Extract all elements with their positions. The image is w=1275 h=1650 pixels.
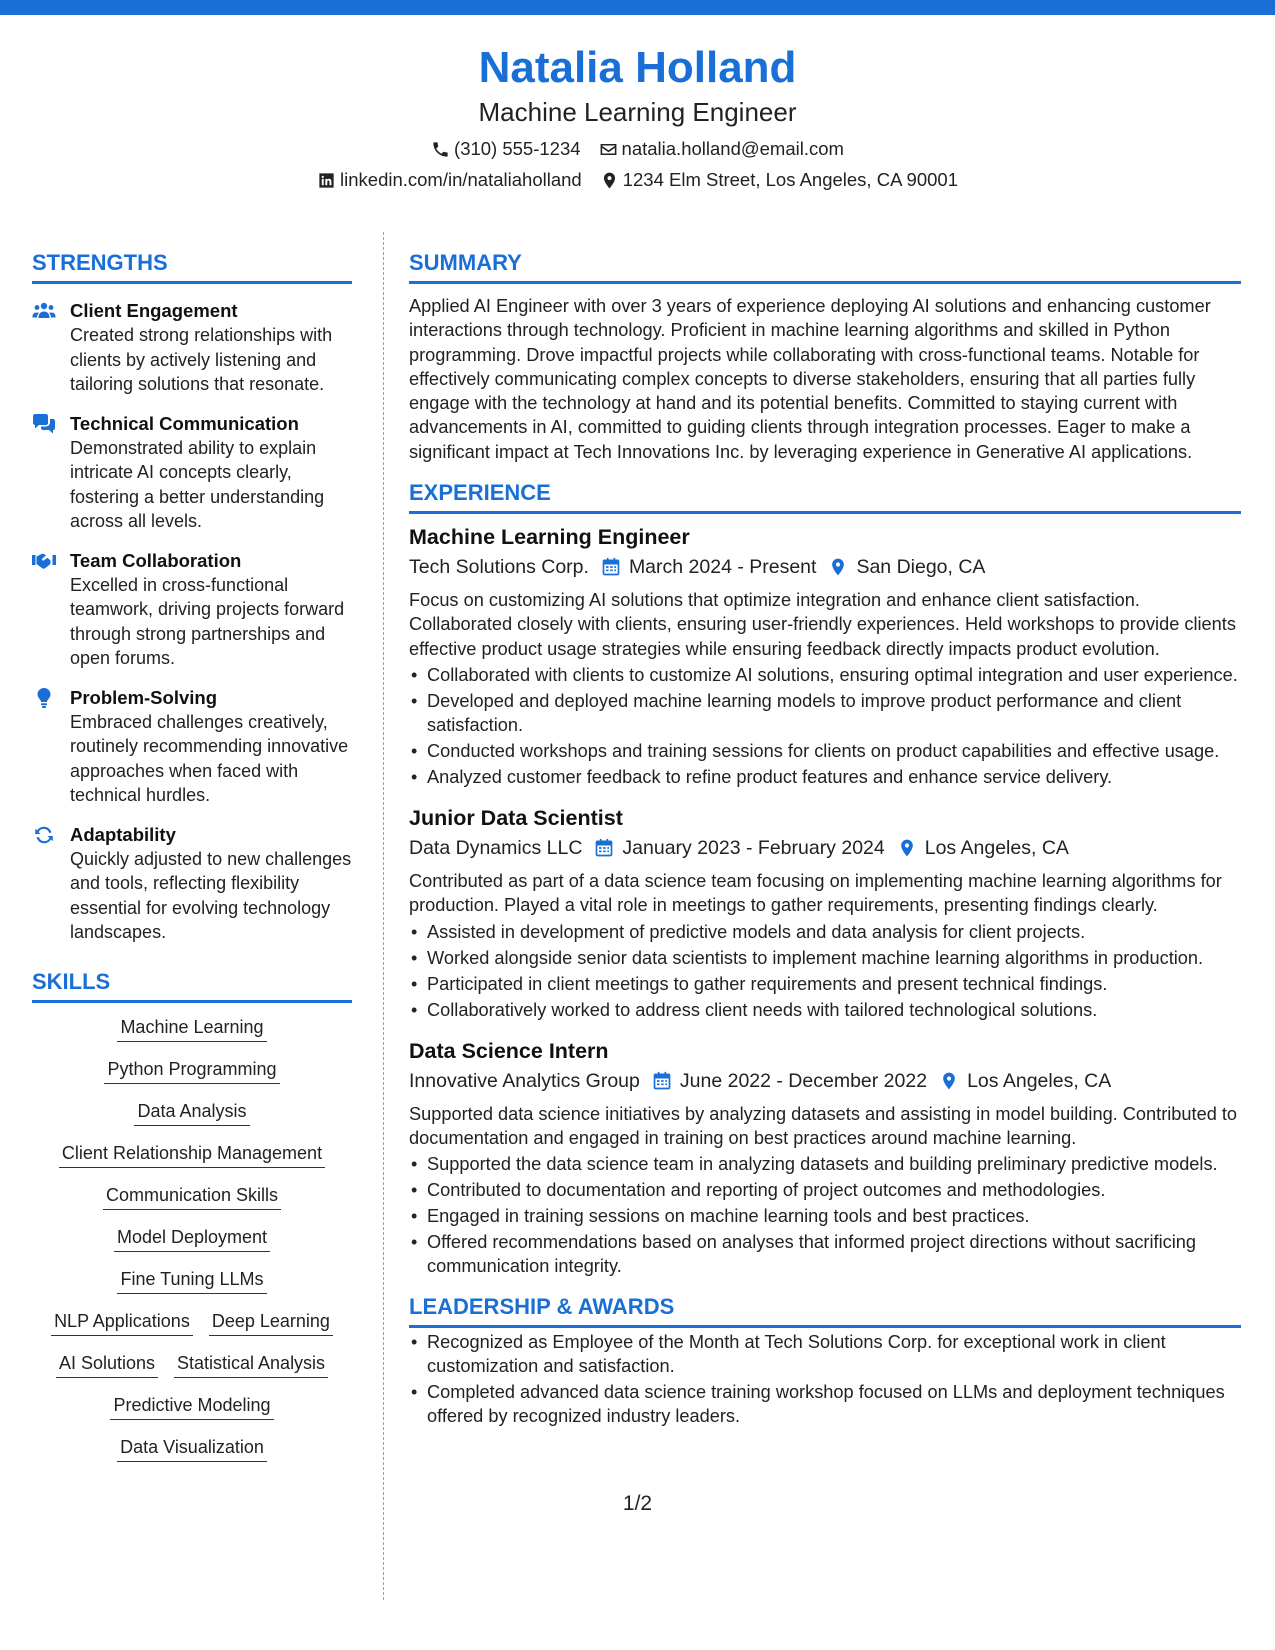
job-dates: March 2024 - Present: [628, 556, 817, 579]
bullet-item: • Collaboratively worked to address client needs with tailored technological solutions.: [409, 998, 1241, 1022]
candidate-role: Machine Learning Engineer: [478, 97, 797, 127]
calendar-icon: [652, 1071, 672, 1091]
users-icon: [32, 300, 56, 322]
skill-tag: Deep Learning: [209, 1309, 333, 1336]
strength-item: [32, 298, 352, 397]
job-description: Focus on customizing AI solutions that optimize integration and enhance client satisfaction. Collaborated closely with clients, ensuring user-friendly experiences. Held workshops to provide clients effective product usage strategies while ensuring feedback directly impacts product evolution.: [409, 590, 1236, 659]
job-meta: [409, 552, 1241, 582]
calendar-icon: [594, 838, 614, 858]
bullet-item: • Developed and deployed machine learning models to improve product performance and client satisfaction.: [409, 689, 1241, 737]
job-bullets: [409, 1152, 1241, 1278]
strength-desc: Embraced challenges creatively, routinely recommending innovative approaches when faced with technical hurdles.: [70, 711, 349, 805]
strength-title: Technical Communication: [70, 412, 299, 434]
bullet-item: • Participated in client meetings to gather requirements and present technical findings.: [409, 972, 1241, 996]
map-pin-icon: [939, 1071, 959, 1091]
job-company: Innovative Analytics Group: [409, 1069, 640, 1092]
right-column: [409, 248, 1241, 1430]
map-pin-icon: [600, 171, 619, 190]
strength-item: [32, 411, 352, 534]
bullet-item: • Conducted workshops and training sessions for clients on product capabilities and effective usage.: [409, 739, 1241, 763]
strength-desc: Created strong relationships with clients by actively listening and tailoring solutions that resonate.: [70, 325, 333, 394]
bullet-item: • Engaged in training sessions on machine learning tools and best practices.: [409, 1204, 1241, 1228]
strength-item: [32, 822, 352, 945]
summary-text: Applied AI Engineer with over 3 years of experience deploying AI solutions and enhancing customer interactions through technology. Proficient in machine learning algorithms and skilled in Python programming. Drove impactful projects while collaborating with cross-functional teams. Notable for effectively communicating complex concepts to diverse stakeholders, ensuring that all parties fully engage with the technology at hand and its potential benefits. Committed to staying current with advancements in AI, committed to guiding clients through integration processes. Eager to make a significant impact at Tech Innovations Inc. by leveraging experience in Generative AI applications.: [409, 296, 1211, 462]
skill-tag: NLP Applications: [51, 1309, 193, 1336]
job-location: Los Angeles, CA: [924, 836, 1069, 859]
job-entry: [409, 522, 1241, 789]
job-location: San Diego, CA: [856, 556, 986, 579]
linkedin-text: linkedin.com/in/nataliaholland: [340, 169, 582, 190]
award-item: • Recognized as Employee of the Month at Tech Solutions Corp. for exceptional work in client customization and satisfaction.: [409, 1330, 1241, 1378]
refresh-icon: [32, 824, 56, 846]
strength-desc: Excelled in cross-functional teamwork, driving projects forward through strong partnerships and open forums.: [70, 574, 345, 668]
job-title: Junior Data Scientist: [409, 805, 623, 830]
bullet-item: • Supported the data science team in analyzing datasets and building preliminary predictive models.: [409, 1152, 1241, 1176]
lightbulb-icon: [32, 687, 56, 709]
handshake-icon: [32, 550, 56, 572]
job-entry: [409, 1036, 1241, 1279]
comments-icon: [32, 413, 56, 435]
job-bullets: [409, 663, 1241, 789]
page-number: 1/2: [622, 1492, 653, 1515]
bullet-item: • Collaborated with clients to customize AI solutions, ensuring optimal integration and user experience.: [409, 663, 1241, 687]
email-text: natalia.holland@email.com: [621, 138, 844, 159]
job-entry: [409, 803, 1241, 1022]
skill-tag: Fine Tuning LLMs: [117, 1267, 266, 1294]
calendar-icon: [601, 557, 621, 577]
strength-title: Team Collaboration: [70, 549, 242, 571]
contact-row-1: [0, 136, 1275, 162]
strengths-heading: STRENGTHS: [32, 248, 352, 284]
skills-heading: SKILLS: [32, 967, 352, 1003]
skill-tag: Communication Skills: [103, 1183, 281, 1210]
address-contact: [600, 167, 958, 193]
experience-heading: EXPERIENCE: [409, 478, 1241, 514]
phone-contact: [431, 136, 581, 162]
awards-list: [409, 1330, 1241, 1428]
bullet-item: • Assisted in development of predictive models and data analysis for client projects.: [409, 920, 1241, 944]
skill-tag: Python Programming: [104, 1057, 279, 1084]
envelope-icon: [599, 140, 618, 159]
phone-text: (310) 555-1234: [454, 138, 581, 159]
skill-tag: Data Visualization: [117, 1435, 267, 1462]
strength-desc: Demonstrated ability to explain intricate AI concepts clearly, fostering a better understanding across all levels.: [70, 437, 325, 531]
job-location: Los Angeles, CA: [967, 1069, 1112, 1092]
strength-item: [32, 685, 352, 808]
top-accent-bar: [0, 0, 1275, 15]
skills-list: [32, 1015, 352, 1477]
skill-tag: Predictive Modeling: [110, 1393, 273, 1420]
skill-tag: Machine Learning: [117, 1015, 266, 1042]
strength-item: [32, 548, 352, 671]
map-pin-icon: [828, 557, 848, 577]
linkedin-icon: [317, 171, 336, 190]
address-text: 1234 Elm Street, Los Angeles, CA 90001: [622, 169, 958, 190]
job-dates: June 2022 - December 2022: [679, 1069, 928, 1092]
skill-tag: AI Solutions: [56, 1351, 158, 1378]
skill-tag: Data Analysis: [134, 1099, 249, 1126]
job-title: Data Science Intern: [409, 1038, 609, 1063]
skill-tag: Client Relationship Management: [59, 1141, 325, 1168]
skill-tag: Model Deployment: [114, 1225, 270, 1252]
contact-row-2: [0, 167, 1275, 193]
job-company: Tech Solutions Corp.: [409, 556, 589, 579]
job-bullets: [409, 920, 1241, 1022]
bullet-item: • Worked alongside senior data scientists to implement machine learning algorithms in production.: [409, 946, 1241, 970]
bullet-item: • Contributed to documentation and reporting of project outcomes and methodologies.: [409, 1178, 1241, 1202]
awards-heading: LEADERSHIP & AWARDS: [409, 1292, 1241, 1328]
job-meta: [409, 833, 1241, 863]
job-dates: January 2023 - February 2024: [622, 836, 885, 859]
strength-title: Adaptability: [70, 823, 176, 845]
resume-header: [0, 42, 1275, 193]
job-meta: [409, 1066, 1241, 1096]
strength-title: Client Engagement: [70, 300, 238, 321]
job-description: Supported data science initiatives by analyzing datasets and assisting in model building. Contributed to documentation and engaged in training on best practices around machine learning.: [409, 1103, 1238, 1148]
strength-title: Problem-Solving: [70, 686, 217, 708]
bullet-item: • Offered recommendations based on analyses that informed project directions without sacrificing communication integrity.: [409, 1230, 1241, 1278]
linkedin-contact[interactable]: [317, 167, 582, 193]
map-pin-icon: [897, 838, 917, 858]
column-divider: [383, 232, 384, 1600]
email-contact[interactable]: [599, 136, 844, 162]
left-column: [32, 248, 352, 1477]
award-item: • Completed advanced data science training workshop focused on LLMs and deployment techniques offered by recognized industry leaders.: [409, 1380, 1241, 1428]
job-title: Machine Learning Engineer: [409, 525, 690, 550]
bullet-item: • Analyzed customer feedback to refine product features and enhance service delivery.: [409, 765, 1241, 789]
phone-icon: [431, 140, 450, 159]
job-description: Contributed as part of a data science team focusing on implementing machine learning algorithms for production. Played a vital role in meetings to gather requirements, presenting findings clearly.: [409, 870, 1222, 916]
skill-tag: Statistical Analysis: [174, 1351, 328, 1378]
job-company: Data Dynamics LLC: [409, 836, 583, 859]
summary-heading: SUMMARY: [409, 248, 1241, 284]
strength-desc: Quickly adjusted to new challenges and tools, reflecting flexibility essential for evolving technology landscapes.: [70, 848, 352, 942]
candidate-name: Natalia Holland: [478, 43, 797, 92]
skills-section: [32, 967, 352, 1477]
